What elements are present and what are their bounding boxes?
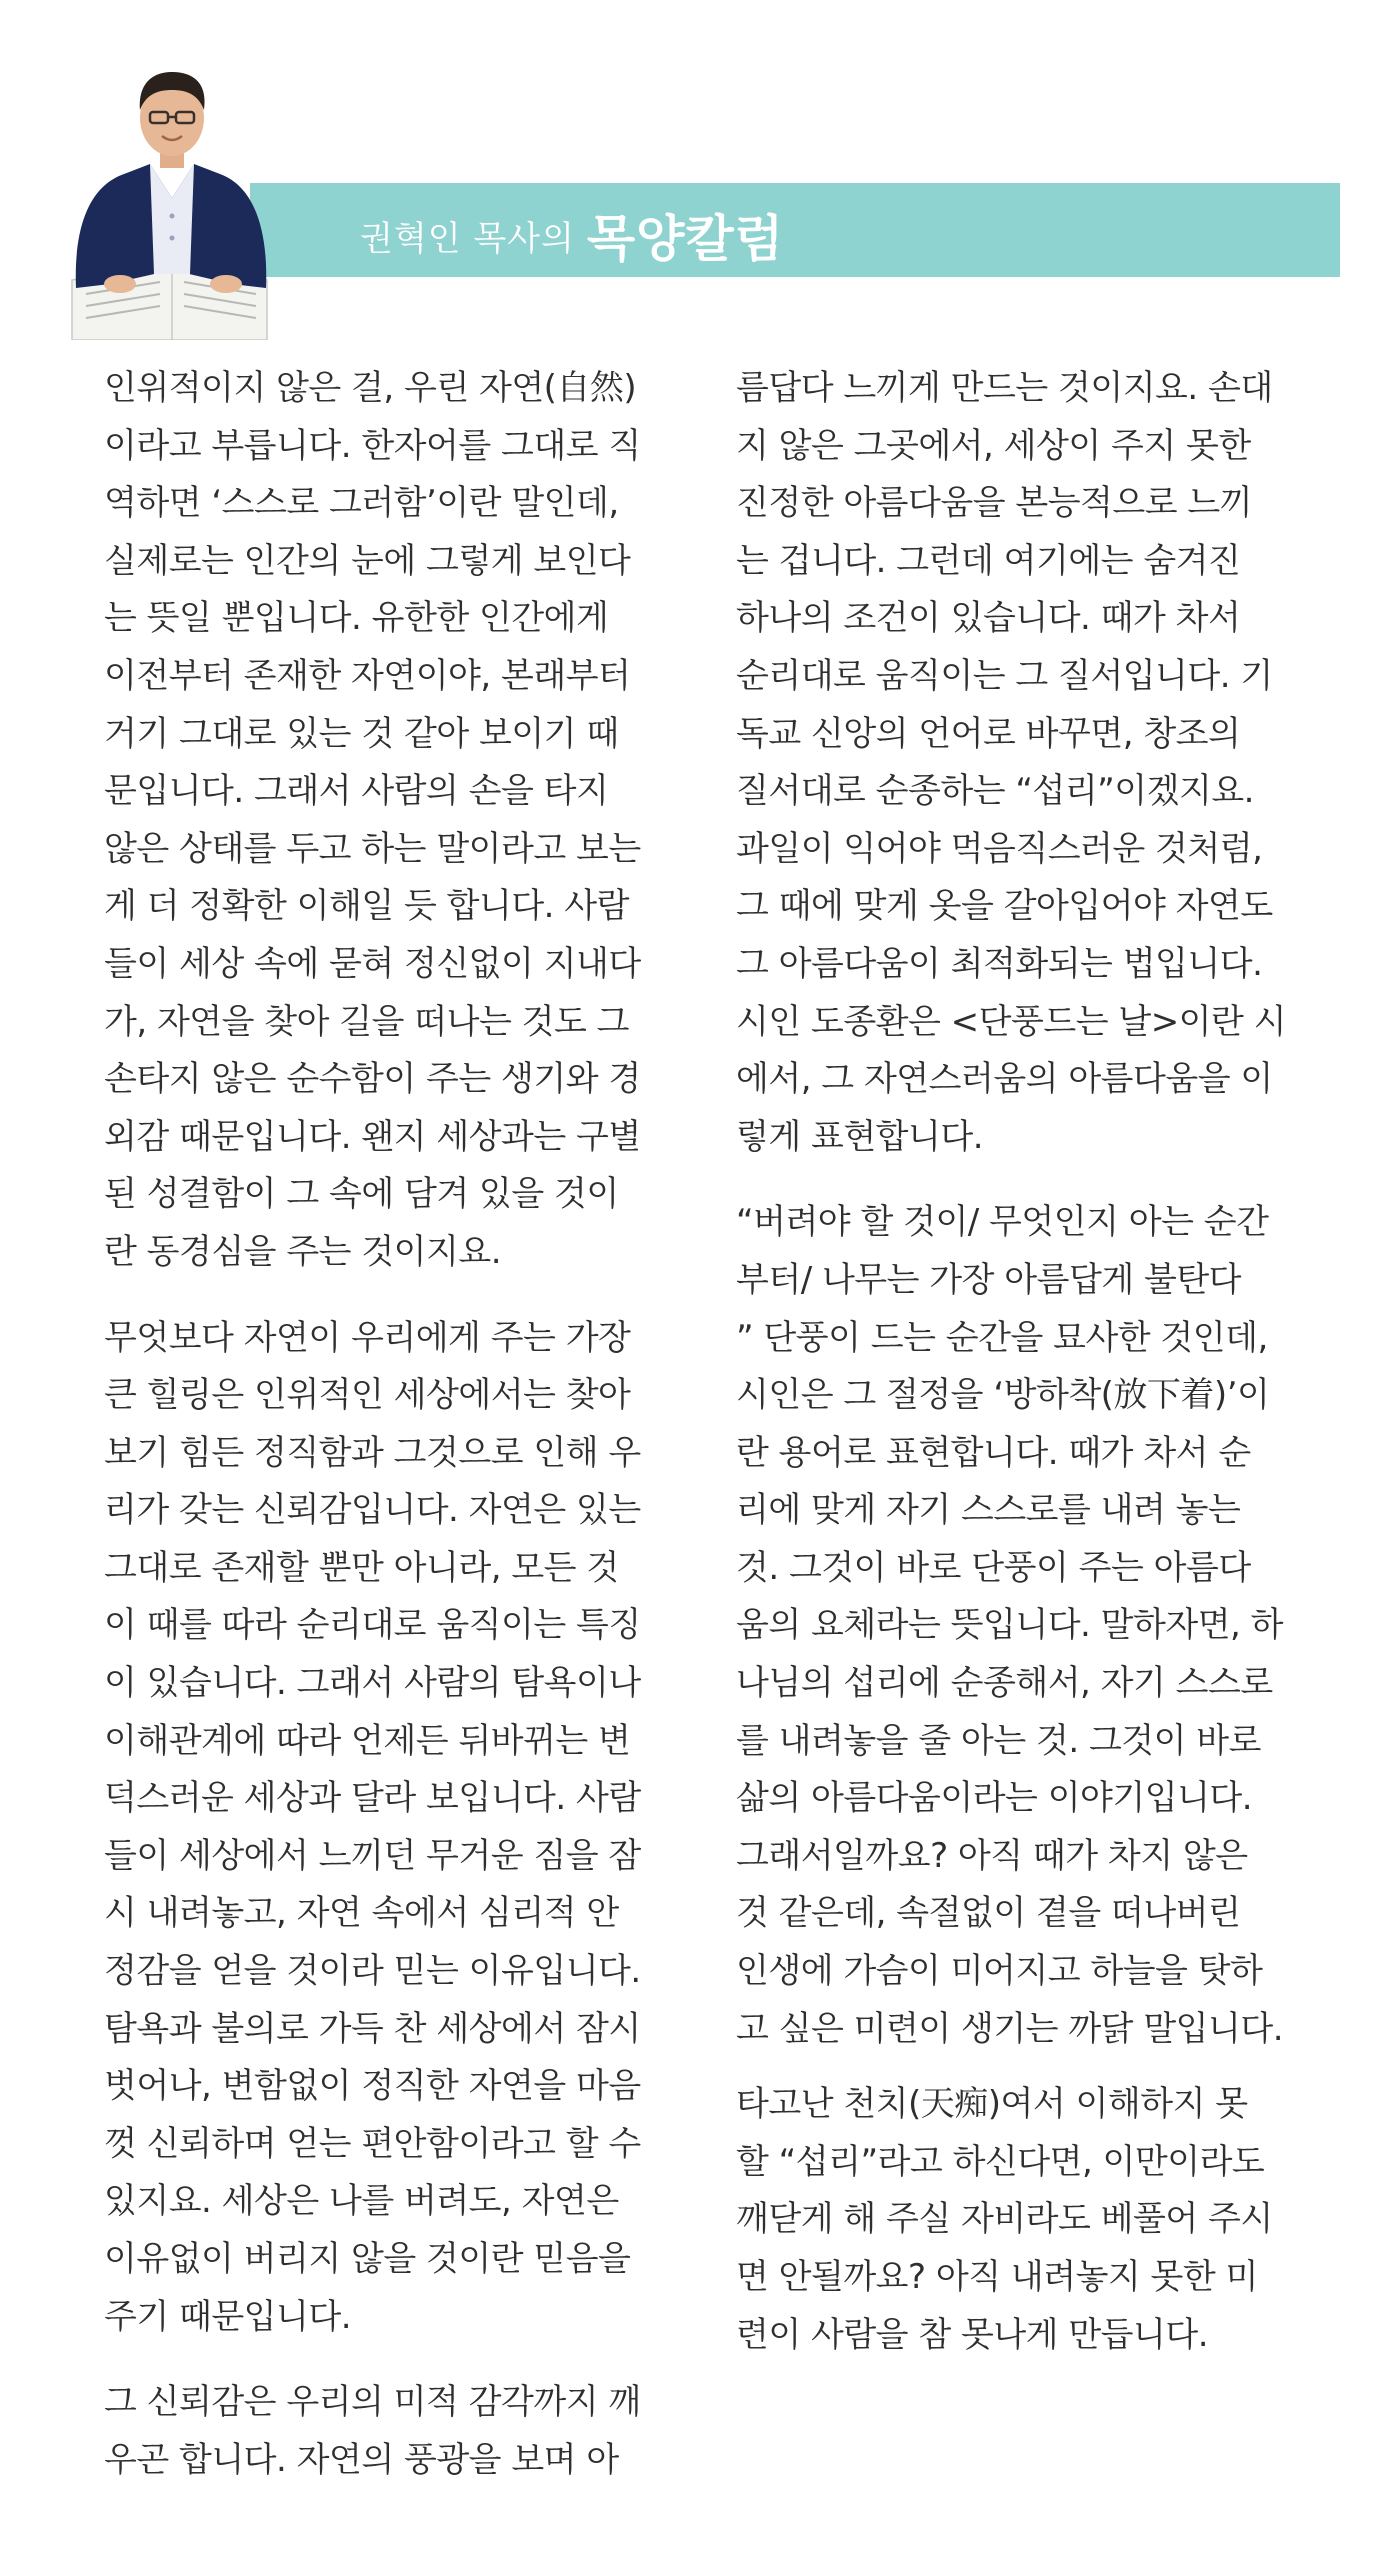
column-header [0, 0, 1398, 340]
paragraph: 타고난 천치(天痴)여서 이해하지 못 할 “섭리”라고 하신다면, 이만이라도 깨닫게 해 주실 자비라도 베풀어 주시 면 안될까요? 아직 내려놓지 못한 미 련이 사람을 참 못나게 만듭니다. [736, 2084, 1273, 2355]
paragraph: 인위적이지 않은 걸, 우린 자연(自然) 이라고 부릅니다. 한자어를 그대로 직 역하면 ‘스스로 그러함’이란 말인데, 실제로는 인간의 눈에 그렇게 보인다 는 뜻일 뿐입니다. 유한한 인간에게 이전부터 존재한 자연이야, 본래부터 거기 그대로 있는 것 같아 보이기 때 문입니다. 그래서 사람의 손을 타지 않은 상태를 두고 하는 말이라고 보는 게 더 정확한 이해일 듯 합니다. 사람 들이 세상 속에 묻혀 정신없이 지내다 가, 자연을 찾아 길을 떠나는 것도 그 손타지 않은 순수함이 주는 생기와 경 외감 때문입니다. 왠지 세상과는 구별 된 성결함이 그 속에 담겨 있을 것이 란 동경심을 주는 것이지요. [104, 368, 641, 1272]
column-title-text: 목양칼럼 [586, 210, 785, 268]
pastor-portrait-icon [62, 48, 280, 340]
paragraph: “버려야 할 것이/ 무엇인지 아는 순간 부터/ 나무는 가장 아름답게 불탄다 ” 단풍이 드는 순간을 묘사한 것인데, 시인은 그 절정을 ‘방하착(放下着)’이 란 용어로 표현합니다. 때가 차서 순 리에 맞게 자기 스스로를 내려 놓는 것. 그것이 바로 단풍이 주는 아름다 움의 요체라는 뜻입니다. 말하자면, 하 나님의 섭리에 순종해서, 자기 스스로 를 내려놓을 줄 아는 것. 그것이 바로 삶의 아름다움이라는 이야기입니다. 그래서일까요? 아직 때가 차지 않은 것 같은데, 속절없이 곁을 떠나버린 인생에 가슴이 미어지고 하늘을 탓하 고 싶은 미련이 생기는 까닭 말입니다. [736, 1202, 1284, 2049]
column-subtitle: 권혁인 목사의 [360, 218, 575, 259]
paragraph: 그 신뢰감은 우리의 미적 감각까지 깨 우곤 합니다. 자연의 풍광을 보며 아 [104, 2382, 641, 2480]
paragraph: 무엇보다 자연이 우리에게 주는 가장 큰 힐링은 인위적인 세상에서는 찾아 보기 힘든 정직함과 그것으로 인해 우 리가 갖는 신뢰감입니다. 자연은 있는 그대로 존재할 뿐만 아니라, 모든 것 이 때를 따라 순리대로 움직이는 특징 이 있습니다. 그래서 사람의 탐욕이나 이해관계에 따라 언제든 뒤바뀌는 변 덕스러운 세상과 달라 보입니다. 사람 들이 세상에서 느끼던 무거운 짐을 잠 시 내려놓고, 자연 속에서 심리적 안 정감을 얻을 것이라 믿는 이유입니다. 탐욕과 불의로 가득 찬 세상에서 잠시 벗어나, 변함없이 정직한 자연을 마음 껏 신뢰하며 얻는 편안함이라고 할 수 있지요. 세상은 나를 버려도, 자연은 이유없이 버리지 않을 것이란 믿음을 주기 때문입니다. [104, 1317, 641, 2337]
column-title [360, 200, 784, 270]
article-column-left [104, 360, 680, 2489]
article-column-right [736, 360, 1312, 2364]
paragraph: 름답다 느끼게 만드는 것이지요. 손대 지 않은 그곳에서, 세상이 주지 못한 진정한 아름다움을 본능적으로 느끼 는 겁니다. 그런데 여기에는 숨겨진 하나의 조건이 있습니다. 때가 차서 순리대로 움직이는 그 질서입니다. 기 독교 신앙의 언어로 바꾸면, 창조의 질서대로 순종하는 “섭리”이겠지요. 과일이 익어야 먹음직스러운 것처럼, 그 때에 맞게 옷을 갈아입어야 자연도 그 아름다움이 최적화되는 법입니다. 시인 도종환은 <단풍드는 날>이란 시 에서, 그 자연스러움의 아름다움을 이 렇게 표현합니다. [736, 368, 1287, 1157]
